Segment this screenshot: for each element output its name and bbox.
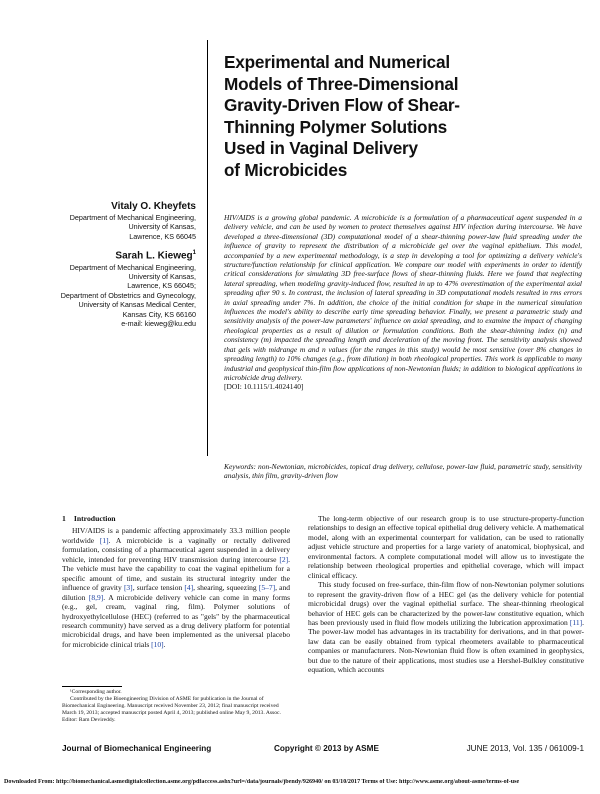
article-title: Experimental and Numerical Models of Three-Dimensional Gravity-Driven Flow of Shear- Thinning Polymer Solutions Used in Vaginal Delivery of Microbicides [224,52,460,180]
author-block [40,200,196,328]
citation-link[interactable]: [1] [99,535,109,545]
text-run: This study focused on free-surface, thin-film flow of non-Newtonian polymer solutions to represent the gravity-driven flow of a HEC gel (as the delivery vehicle for potential microbicidal drugs) over the vaginal epithelial surface. The shear-thinning rheological behavior of HEC gels can be characterized by the power-law constitutive equation, which has been previously used in fluid flow models utilizing the lubrication approximation [308,580,584,627]
citation-link[interactable]: [10] [151,639,164,649]
text-run: , and dilution [62,583,290,602]
citation-link[interactable]: [5–7] [258,583,276,593]
text-run: . A microbicide delivery vehicle can come in many forms (e.g., gel, cream, vaginal ring, film). Polymer solutions of hydroxyethylcellulose (HEC) (referred to as "gels" by the pharmaceutical research community) have served as a drug delivery platform for potential microbicidal drugs, and have been implemented as the universal placebo for microbicide clinical trials [62,592,290,649]
author-2-affiliation-line: Lawrence, KS 66045; [127,281,196,291]
author-2-affiliation-line: University of Kansas Medical Center, [78,300,196,310]
keywords [224,462,582,481]
keywords-label: Keywords: [224,462,256,471]
footnote-corresponding: ¹Corresponding author. [70,689,122,695]
author-1-affiliation-line: University of Kansas, [128,222,196,232]
author-2-affiliation-line: Department of Obstetrics and Gynecology, [60,290,196,300]
section-number: 1 [62,514,66,523]
section-title: Introduction [73,514,116,523]
keywords-text: non-Newtonian, microbicides, topical drug delivery, cellulose, power-law fluid, parametric study, sensitivity analysis, thin film, gravity-driven flow [224,462,582,481]
footer-issue: JUNE 2013, Vol. 135 / 061009-1 [466,744,584,753]
section-heading [62,514,290,523]
citation-link[interactable]: [11] [569,617,583,627]
author-2-footnote-mark: 1 [192,250,196,257]
text-run: . The power-law model has advantages in its tractability for derivations, and in that power-law data can be easily obtained from typical rheometers available to pharmaceutical companies or manufacturers. Non-Newtonian fluid flow is often examined in geophysics, but due to the nature of their applications, most studies use a Hershel-Bulkley constitutive equation, which accounts [308,617,584,675]
text-run: , shearing, squeezing [193,583,259,593]
author-name-1: Vitaly O. Kheyfets [111,201,196,212]
citation-link[interactable]: [8,9] [88,592,104,602]
author-1-affiliation-line: Department of Mechanical Engineering, [69,213,196,222]
author-2-email[interactable]: e-mail: kieweg@ku.edu [121,318,196,328]
footnote-contribution: Contributed by the Bioengineering Division of ASME for publication in the Journal of Biomechanical Engineering. Manuscript received November 23, 2012; final manuscript received March 19, 2013; accepted manuscript posted April 4, 2013; published online May 9, 2013. Assoc. Editor: Ram Devireddy. [62,696,281,724]
intro-paragraph [62,526,290,649]
author-2-affiliation-line: University of Kansas, [128,271,196,281]
abstract [224,213,582,392]
author-2-affiliation-line: Kansas City, KS 66160 [122,309,196,319]
author-1-affiliation-line: Lawrence, KS 66045 [129,231,196,241]
footnotes [62,689,290,724]
text-run: . The vehicle must have the capability to coat the vaginal epithelium for a specific amount of time, and sustain its structural integrity under the influence of gravity [62,554,290,593]
footnote-rule [62,686,122,687]
citation-link[interactable]: [3] [123,583,133,593]
abstract-text: HIV/AIDS is a growing global pandemic. A microbicide is a formulation of a pharmaceutical agent suspended in a delivery vehicle, and can be used by women to protect themselves against HIV infection during intercourse. We have developed a three-dimensional (3D) computational model of a shear-thinning power-law fluid spreading under the influence of gravity to represent the distribution of a microbicide gel over the vaginal epithelium. This model, accompanied by a new experimental methodology, is a step in developing a tool for optimizing a delivery vehicle's structure/function relationship for clinical application. We compare our model with experiments in order to identify critical considerations for simulating 3D free-surface flows of shear-thinning fluids. Here we found that neglecting lateral spreading, when modeling gravity-induced flow, resulted in up to 47% overestimation of the experimental axial spreading after 90 s. In contrast, the inclusion of lateral spreading in 3D computational models resulted in rms errors in axial spreading under 7%. In addition, the choice of the initial condition for shape in the numerical simulation influences the model's ability to describe early time spreading behavior. Finally, we present a parametric study and sensitivity analysis of the power-law parameters' influence on axial spreading, and to examine the impact of changing rheological properties as a result of dilution or formulation conditions. Both the shear-thinning index (n) and consistency (m) impacted the spreading length and deceleration of the moving front. The sensitivity analysis showed that gels with midrange m and n values (for the ranges in this study) would be most sensitive (over 8% changes in spreading length) to 10% changes (e.g., from dilution) in both rheological properties. This work is applicable to many industrial and geophysical thin-film flow applications of non-Newtonian fluids; in addition to biological applications in microbicide drug delivery. [224,213,582,382]
body-column-right [308,514,584,675]
author-2-affiliation-line: Department of Mechanical Engineering, [69,262,196,272]
text-run: . A microbicide is a vaginally or rectally delivered formulation, consisting of a pharmaceutical agent suspended in a delivery vehicle, intended for preventing HIV transmission during intercourse [62,535,290,564]
body-column-left [62,514,290,649]
paragraph: The long-term objective of our research group is to use structure-property-function relationships to design an effective topical epithelial drug delivery vehicle. A mathematical model, along with an experimental counterpart for validation, can be used to rationally adjust vehicle structure and properties for a large variety of anatomical, biophysical, and environmental factors. A complete computational model will allow us to investigate the relationship between rheological properties and epithelial coverage, which will impact clinical efficacy. [308,514,584,580]
author-name-2-text: Sarah L. Kieweg [115,250,193,262]
text-run: , surface tension [132,583,185,593]
footer-copyright: Copyright © 2013 by ASME [274,744,379,753]
citation-link[interactable]: [2] [279,554,289,564]
download-notice: Downloaded From: http://biomechanical.asmedigitalcollection.asme.org/pdfaccess.ashx?url=/data/journals/jbendy/926940/ on 03/10/2017 Terms of Use: http://www.asme.org/about-asme/terms-of-use [4,779,520,785]
citation-link[interactable]: [4] [184,583,194,593]
doi[interactable]: [DOI: 10.1115/1.4024140] [224,382,304,392]
text-run: . [163,639,166,649]
text-run: HIV/AIDS is a pandemic affecting approximately 33.3 million people worldwide [62,526,290,545]
author-name-2 [40,247,196,262]
footer-journal: Journal of Biomechanical Engineering [62,744,212,753]
paragraph [308,580,584,675]
title-divider-rule [207,40,208,456]
